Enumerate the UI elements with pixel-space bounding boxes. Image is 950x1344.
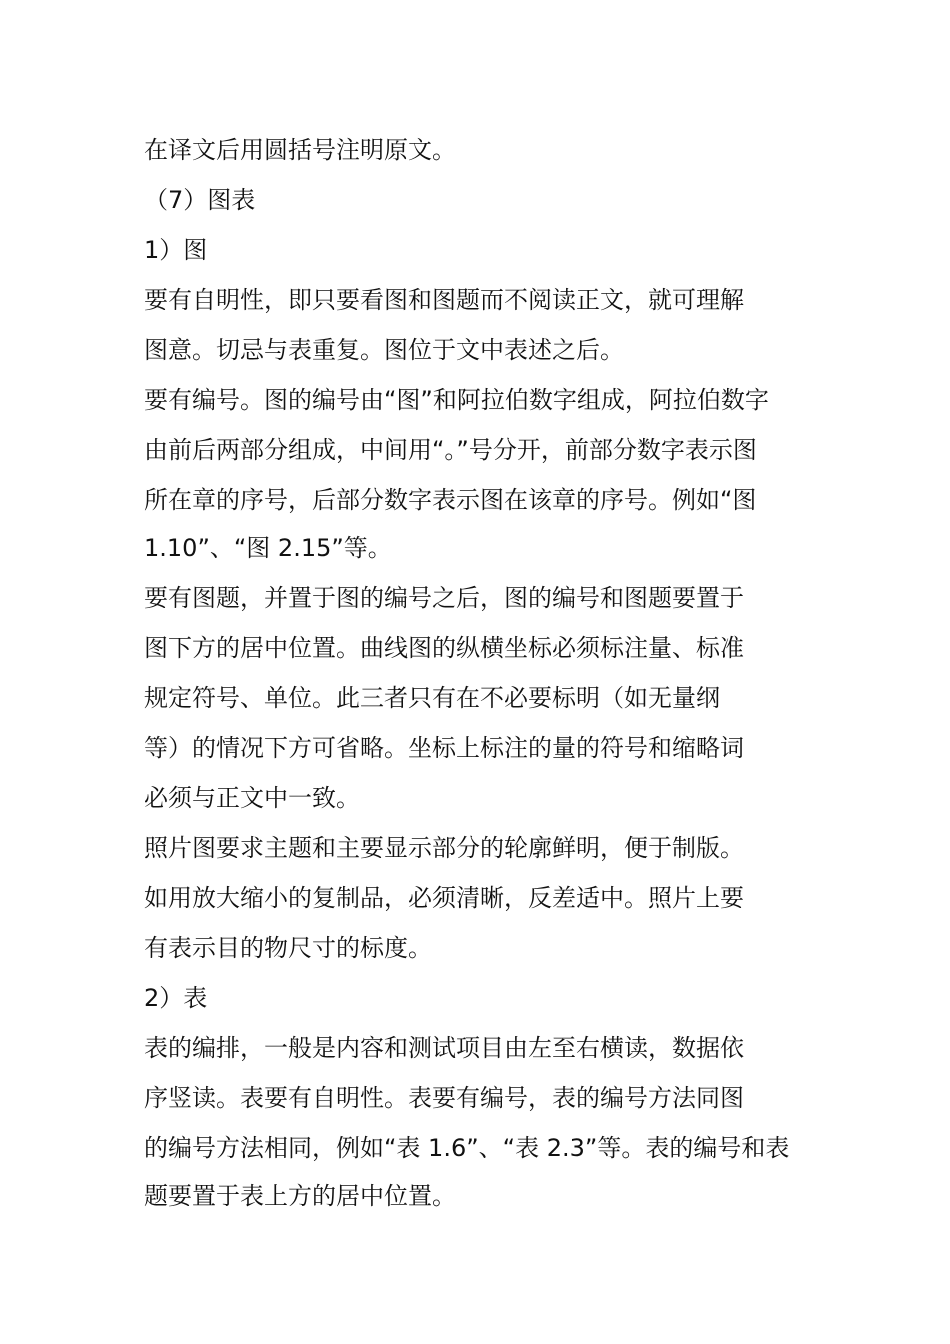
text-line: 图意。切忌与表重复。图位于文中表述之后。 [144,336,624,364]
text-line: 图下方的居中位置。曲线图的纵横坐标必须标注量、标准 [144,634,744,662]
text-line: 必须与正文中一致。 [144,784,360,812]
text-line: 有表示目的物尺寸的标度。 [144,934,432,962]
text-line: 序竖读。表要有自明性。表要有编号，表的编号方法同图 [144,1084,744,1112]
section-heading: （7）图表 [144,186,256,214]
text-line: 要有图题，并置于图的编号之后，图的编号和图题要置于 [144,584,744,612]
text-line: 照片图要求主题和主要显示部分的轮廓鲜明，便于制版。 [144,834,744,862]
text-line: 规定符号、单位。此三者只有在不必要标明（如无量纲 [144,684,720,712]
text-line: 在译文后用圆括号注明原文。 [144,136,456,164]
text-line: 由前后两部分组成，中间用“。”号分开，前部分数字表示图 [144,436,757,464]
text-line: 的编号方法相同，例如“表 1.6”、“表 2.3”等。表的编号和表 [144,1134,790,1162]
subsection-heading: 1）图 [144,236,208,264]
text-line: 所在章的序号，后部分数字表示图在该章的序号。例如“图 [144,486,757,514]
text-line: 如用放大缩小的复制品，必须清晰，反差适中。照片上要 [144,884,744,912]
subsection-heading: 2）表 [144,984,208,1012]
text-line: 表的编排，一般是内容和测试项目由左至右横读，数据依 [144,1034,744,1062]
text-line: 要有自明性，即只要看图和图题而不阅读正文，就可理解 [144,286,744,314]
text-line: 等）的情况下方可省略。坐标上标注的量的符号和缩略词 [144,734,744,762]
text-line: 要有编号。图的编号由“图”和阿拉伯数字组成，阿拉伯数字 [144,386,769,414]
text-line: 1.10”、“图 2.15”等。 [144,534,392,562]
text-line: 题要置于表上方的居中位置。 [144,1182,456,1210]
